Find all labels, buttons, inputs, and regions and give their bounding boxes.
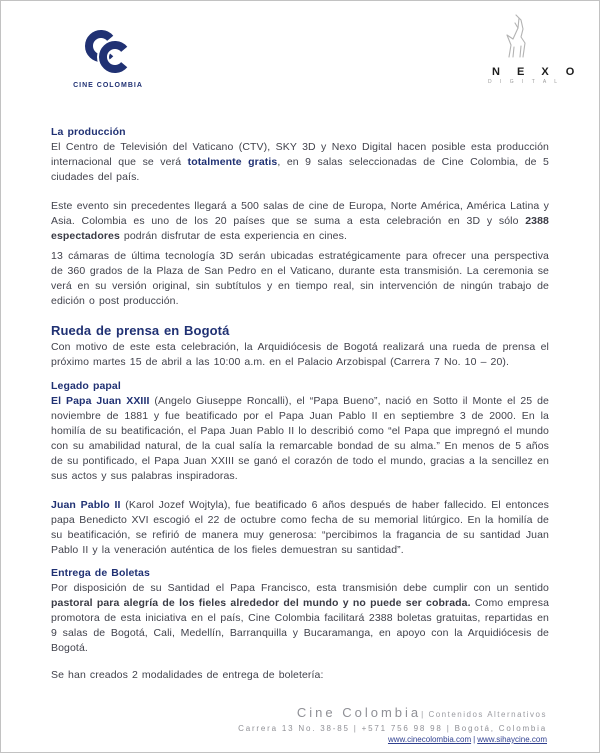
- footer-links: [238, 735, 547, 744]
- document-footer: [238, 704, 547, 744]
- document-page: [1, 1, 599, 752]
- paragraph-cameras: 13 cámaras de última tecnología 3D serán ubicadas estratégicamente para ofrecer una perspectiva de 360 grados de la Plaza de San Pedro en el Vaticano, durante esta transmisión. La ceremonia se verá en su versión original, sin subtítulos y en tiempo real, sin intervención de ningún trabajo de edición o post producción.: [51, 250, 549, 307]
- document-body: [51, 111, 549, 683]
- paragraph-juan-xxiii: [51, 394, 549, 484]
- footer-brand-line: [238, 704, 547, 722]
- nexo-digital-logo: [485, 13, 582, 85]
- paragraph-tickets: [51, 581, 549, 656]
- section-heading-entrega-de-boletas: Entrega de Boletas: [51, 567, 150, 579]
- footer-address: Carrera 13 No. 38-85 | +571 756 98 98 | Bogotá, Colombia: [238, 724, 547, 733]
- footer-brand: Cine Colombia: [296, 705, 422, 720]
- nexo-wordmark: N E X O: [492, 66, 582, 78]
- nexo-unicorn-icon: [485, 13, 549, 59]
- footer-link-separator: |: [473, 735, 476, 744]
- footer-brand-suffix: | Contenidos Alternativos: [421, 710, 547, 719]
- highlight-juan-pablo-ii: Juan Pablo II: [51, 499, 121, 511]
- paragraph-juan-pablo-ii: [51, 498, 549, 558]
- cine-colombia-cc-icon: [77, 29, 139, 75]
- paragraph-press-conference: Con motivo de este esta celebración, la Arquidiócesis de Bogotá realizará una rueda de prensa el próximo martes 15 de abril a las 10:00 a.m. en el Palacio Arzobispal (Carrera 7 No. 10 – 20).: [51, 341, 549, 368]
- text-segment: El Centro de Televisión del Vaticano (CTV), SKY 3D y Nexo Digital hacen posible esta producción internacional que se verá: [51, 141, 549, 168]
- link-cinecolombia[interactable]: www.cinecolombia.com: [387, 735, 472, 744]
- paragraph-modalidades: Se han creados 2 modalidades de entrega de boletería:: [51, 669, 324, 681]
- highlight-totalmente-gratis: totalmente gratis: [187, 156, 278, 168]
- nexo-digital-sub-wordmark: D I G I T A L: [488, 79, 561, 85]
- text-segment: (Angelo Giuseppe Roncalli), el “Papa Bueno”, nació en Sotto il Monte el 25 de noviembre de 1881 y fue beatificado por el Papa Juan Pablo II en septiembre 3 de 2000. En la homilía de su beatificación, el Papa Juan Pablo II lo describió como “el Papa que impregnó el mundo con su amabilidad natural, de la cual salía la remarcable bondad de su alma.” En menos de 5 años de su pontificado, el Papa Juan XXIII se ganó el corazón de todo el mundo, gracias a la sencillez en sus actos y sus palabras inspiradoras.: [51, 395, 549, 482]
- paragraph-production: [51, 140, 549, 185]
- link-sihaycine[interactable]: www.sihaycine.com: [477, 735, 547, 744]
- section-heading-rueda-de-prensa: Rueda de prensa en Bogotá: [51, 323, 230, 338]
- section-heading-la-produccion: La producción: [51, 126, 126, 138]
- section-heading-legado-papal: Legado papal: [51, 380, 121, 392]
- highlight-2388-espectadores: 2388 espectadores: [51, 215, 549, 242]
- cine-colombia-logo: [73, 29, 143, 89]
- text-segment: Como empresa promotora de esta iniciativa en el país, Cine Colombia facilitará 2388 boletas gratuitas, repartidas en 9 salas de Bogotá, Cali, Medellín, Barranquilla y Bucaramanga, en apoyo con la Arquidiócesis de Bogotá.: [51, 597, 550, 654]
- cine-colombia-wordmark: CINE COLOMBIA: [73, 82, 143, 89]
- text-segment: , en 9 salas seleccionadas de Cine Colombia, de 5 ciudades del país.: [51, 156, 549, 183]
- highlight-papa-juan-xxiii: El Papa Juan XXIII: [51, 395, 150, 407]
- paragraph-event-scope: [51, 199, 549, 244]
- text-segment: Este evento sin precedentes llegará a 500 salas de cine de Europa, Norte América, América Latina y Asia. Colombia es uno de los 20 países que se suma a esta celebración en 3D y sólo: [51, 200, 549, 227]
- text-segment: (Karol Jozef Wojtyla), fue beatificado 6 años después de haber fallecido. El entonces papa Benedicto XVI escogió el 22 de octubre como fecha de su memorial litúrgico. En la homilía de su beatificación, se refirió de manera muy generosa: “percibimos la fragancia de su santidad Juan Pablo II y la veneración auténtica de los fieles demuestran su santidad”.: [51, 499, 549, 556]
- text-segment: podrán disfrutar de esta experiencia en cines.: [119, 230, 347, 242]
- highlight-pastoral: pastoral para alegría de los fieles alrededor del mundo y no puede ser cobrada.: [51, 597, 471, 609]
- text-segment: Por disposición de su Santidad el Papa Francisco, esta transmisión debe cumplir con un sentido: [51, 582, 549, 594]
